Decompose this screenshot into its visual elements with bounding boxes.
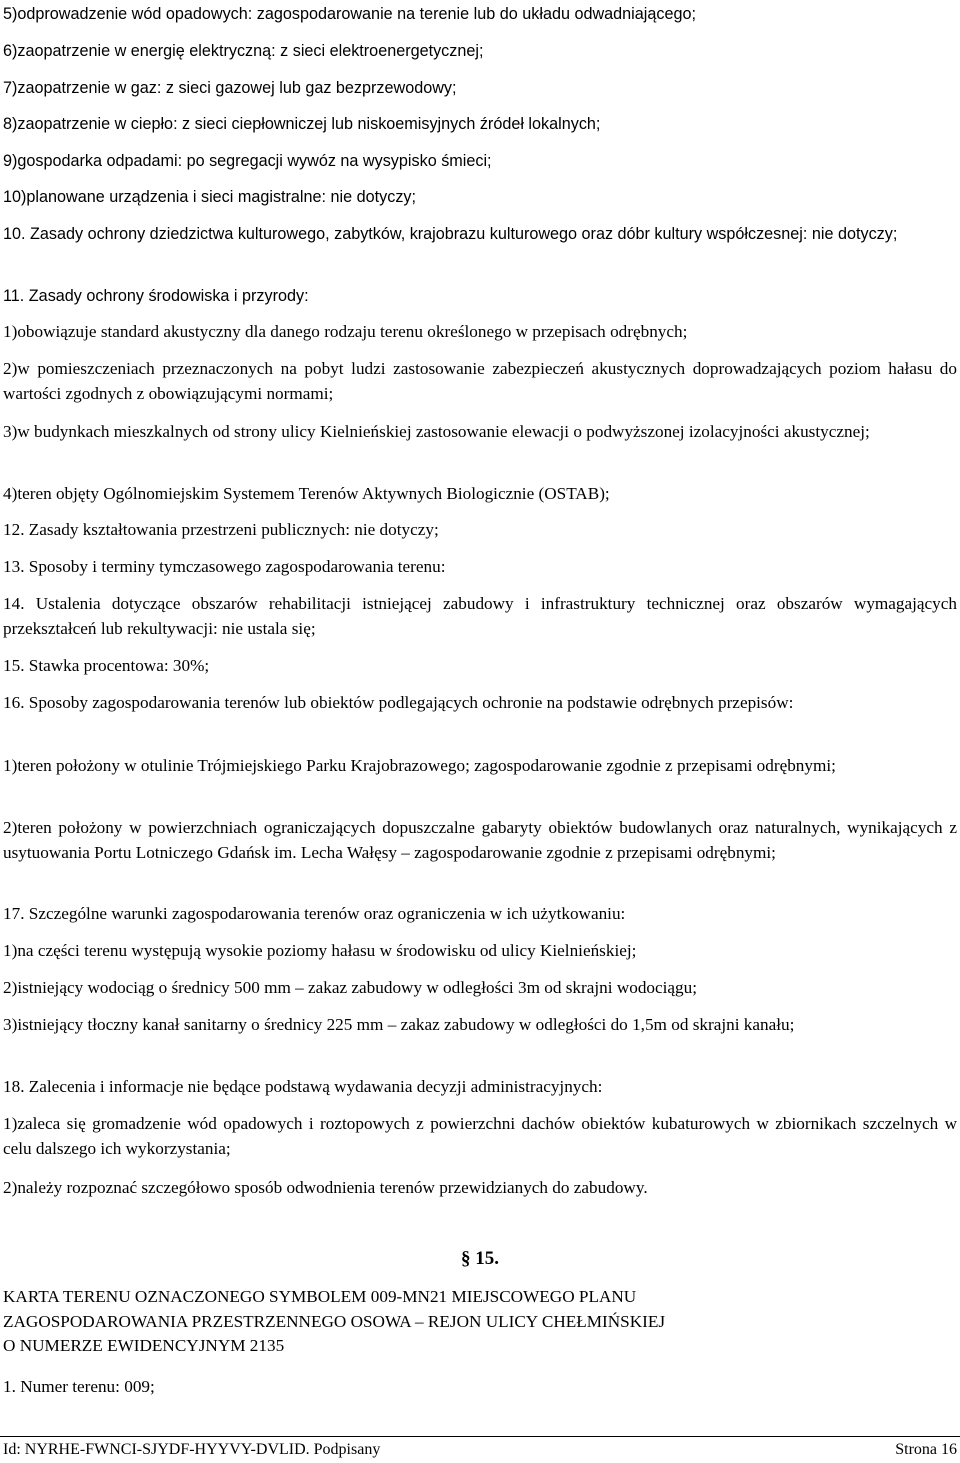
card-title-line-1: KARTA TERENU OZNACZONEGO SYMBOLEM 009-MN21 MIEJSCOWEGO PLANU	[3, 1287, 637, 1306]
section-14-rehabilitation: 14. Ustalenia dotyczące obszarów rehabilitacji istniejącej zabudowy i infrastruktury technicznej oraz obszarów wymagających przekształceń lub rekultywacji: nie ustala się;	[3, 594, 957, 638]
paragraph-6-electricity: 6)zaopatrzenie w energię elektryczną: z sieci elektroenergetycznej;	[3, 42, 484, 60]
card-title-line-2: ZAGOSPODAROWANIA PRZESTRZENNEGO OSOWA – REJON ULICY CHEŁMIŃSKIEJ	[3, 1312, 666, 1331]
protected-item-1: 1)teren położony w otulinie Trójmiejskiego Parku Krajobrazowego; zagospodarowanie zgodnie z przepisami odrębnymi;	[3, 756, 836, 775]
paragraph-8-heat: 8)zaopatrzenie w ciepło: z sieci ciepłowniczej lub niskoemisyjnych źródeł lokalnych;	[3, 115, 601, 133]
recommendation-item-2: 2)należy rozpoznać szczegółowo sposób odwodnienia terenów przewidzianych do zabudowy.	[3, 1178, 648, 1197]
paragraph-9-waste: 9)gospodarka odpadami: po segregacji wywóz na wysypisko śmieci;	[3, 152, 492, 170]
condition-item-3: 3)istniejący tłoczny kanał sanitarny o średnicy 225 mm – zakaz zabudowy w odległości do 1,5m od skrajni kanału;	[3, 1015, 795, 1034]
section-13-temporary-use: 13. Sposoby i terminy tymczasowego zagospodarowania terenu:	[3, 557, 446, 576]
section-heading: § 15.	[461, 1248, 499, 1269]
env-item-2: 2)w pomieszczeniach przeznaczonych na pobyt ludzi zastosowanie zabezpieczeń akustycznych doprowadzających poziom hałasu do wartości zgodnych z obowiązującymi normami;	[3, 359, 957, 403]
section-11-environment: 11. Zasady ochrony środowiska i przyrody:	[3, 287, 309, 305]
footer-page-number: Strona 16	[895, 1441, 957, 1458]
paragraph-7-gas: 7)zaopatrzenie w gaz: z sieci gazowej lub gaz bezprzewodowy;	[3, 79, 457, 97]
env-item-3: 3)w budynkach mieszkalnych od strony ulicy Kielnieńskiej zastosowanie elewacji o podwyższonej izolacyjności akustycznej;	[3, 422, 870, 441]
paragraph-10-mains: 10)planowane urządzenia i sieci magistralne: nie dotyczy;	[3, 188, 417, 206]
protected-item-2: 2)teren położony w powierzchniach ograniczających dopuszczalne gabaryty obiektów budowlanych oraz naturalnych, wynikających z usytuowania Portu Lotniczego Gdańsk im. Lecha Wałęsy – zagospodarowanie zgodnie z przepisami odrębnymi;	[3, 818, 957, 862]
footer-document-id: Id: NYRHE-FWNCI-SJYDF-HYYVY-DVLID. Podpisany	[3, 1441, 381, 1458]
terrain-number: 1. Numer terenu: 009;	[3, 1377, 155, 1396]
env-item-4: 4)teren objęty Ogólnomiejskim Systemem Terenów Aktywnych Biologicznie (OSTAB);	[3, 484, 610, 503]
section-10-heritage: 10. Zasady ochrony dziedzictwa kulturowego, zabytków, krajobrazu kulturowego oraz dóbr kultury współczesnej: nie dotyczy;	[3, 225, 898, 243]
footer-divider	[0, 1436, 960, 1437]
section-18-recommendations: 18. Zalecenia i informacje nie będące podstawą wydawania decyzji administracyjnych:	[3, 1077, 603, 1096]
section-15-percentage-rate: 15. Stawka procentowa: 30%;	[3, 656, 210, 675]
condition-item-2: 2)istniejący wodociąg o średnicy 500 mm – zakaz zabudowy w odległości 3m od skrajni wodociągu;	[3, 978, 698, 997]
paragraph-5-rainwater: 5)odprowadzenie wód opadowych: zagospodarowanie na terenie lub do układu odwadniającego;	[3, 5, 696, 23]
section-17-special-conditions: 17. Szczególne warunki zagospodarowania terenów oraz ograniczenia w ich użytkowaniu:	[3, 904, 626, 923]
condition-item-1: 1)na części terenu występują wysokie poziomy hałasu w środowisku od ulicy Kielnieńskiej;	[3, 941, 637, 960]
env-item-1: 1)obowiązuje standard akustyczny dla danego rodzaju terenu określonego w przepisach odrębnych;	[3, 322, 688, 341]
recommendation-item-1: 1)zaleca się gromadzenie wód opadowych i roztopowych z powierzchni dachów obiektów kubaturowych w zbiornikach szczelnych w celu dalszego ich wykorzystania;	[3, 1114, 957, 1158]
card-title-line-3: O NUMERZE EWIDENCYJNYM 2135	[3, 1336, 285, 1355]
section-16-protected-areas: 16. Sposoby zagospodarowania terenów lub obiektów podlegających ochronie na podstawie odrębnych przepisów:	[3, 693, 794, 712]
section-12-public-space: 12. Zasady kształtowania przestrzeni publicznych: nie dotyczy;	[3, 520, 439, 539]
